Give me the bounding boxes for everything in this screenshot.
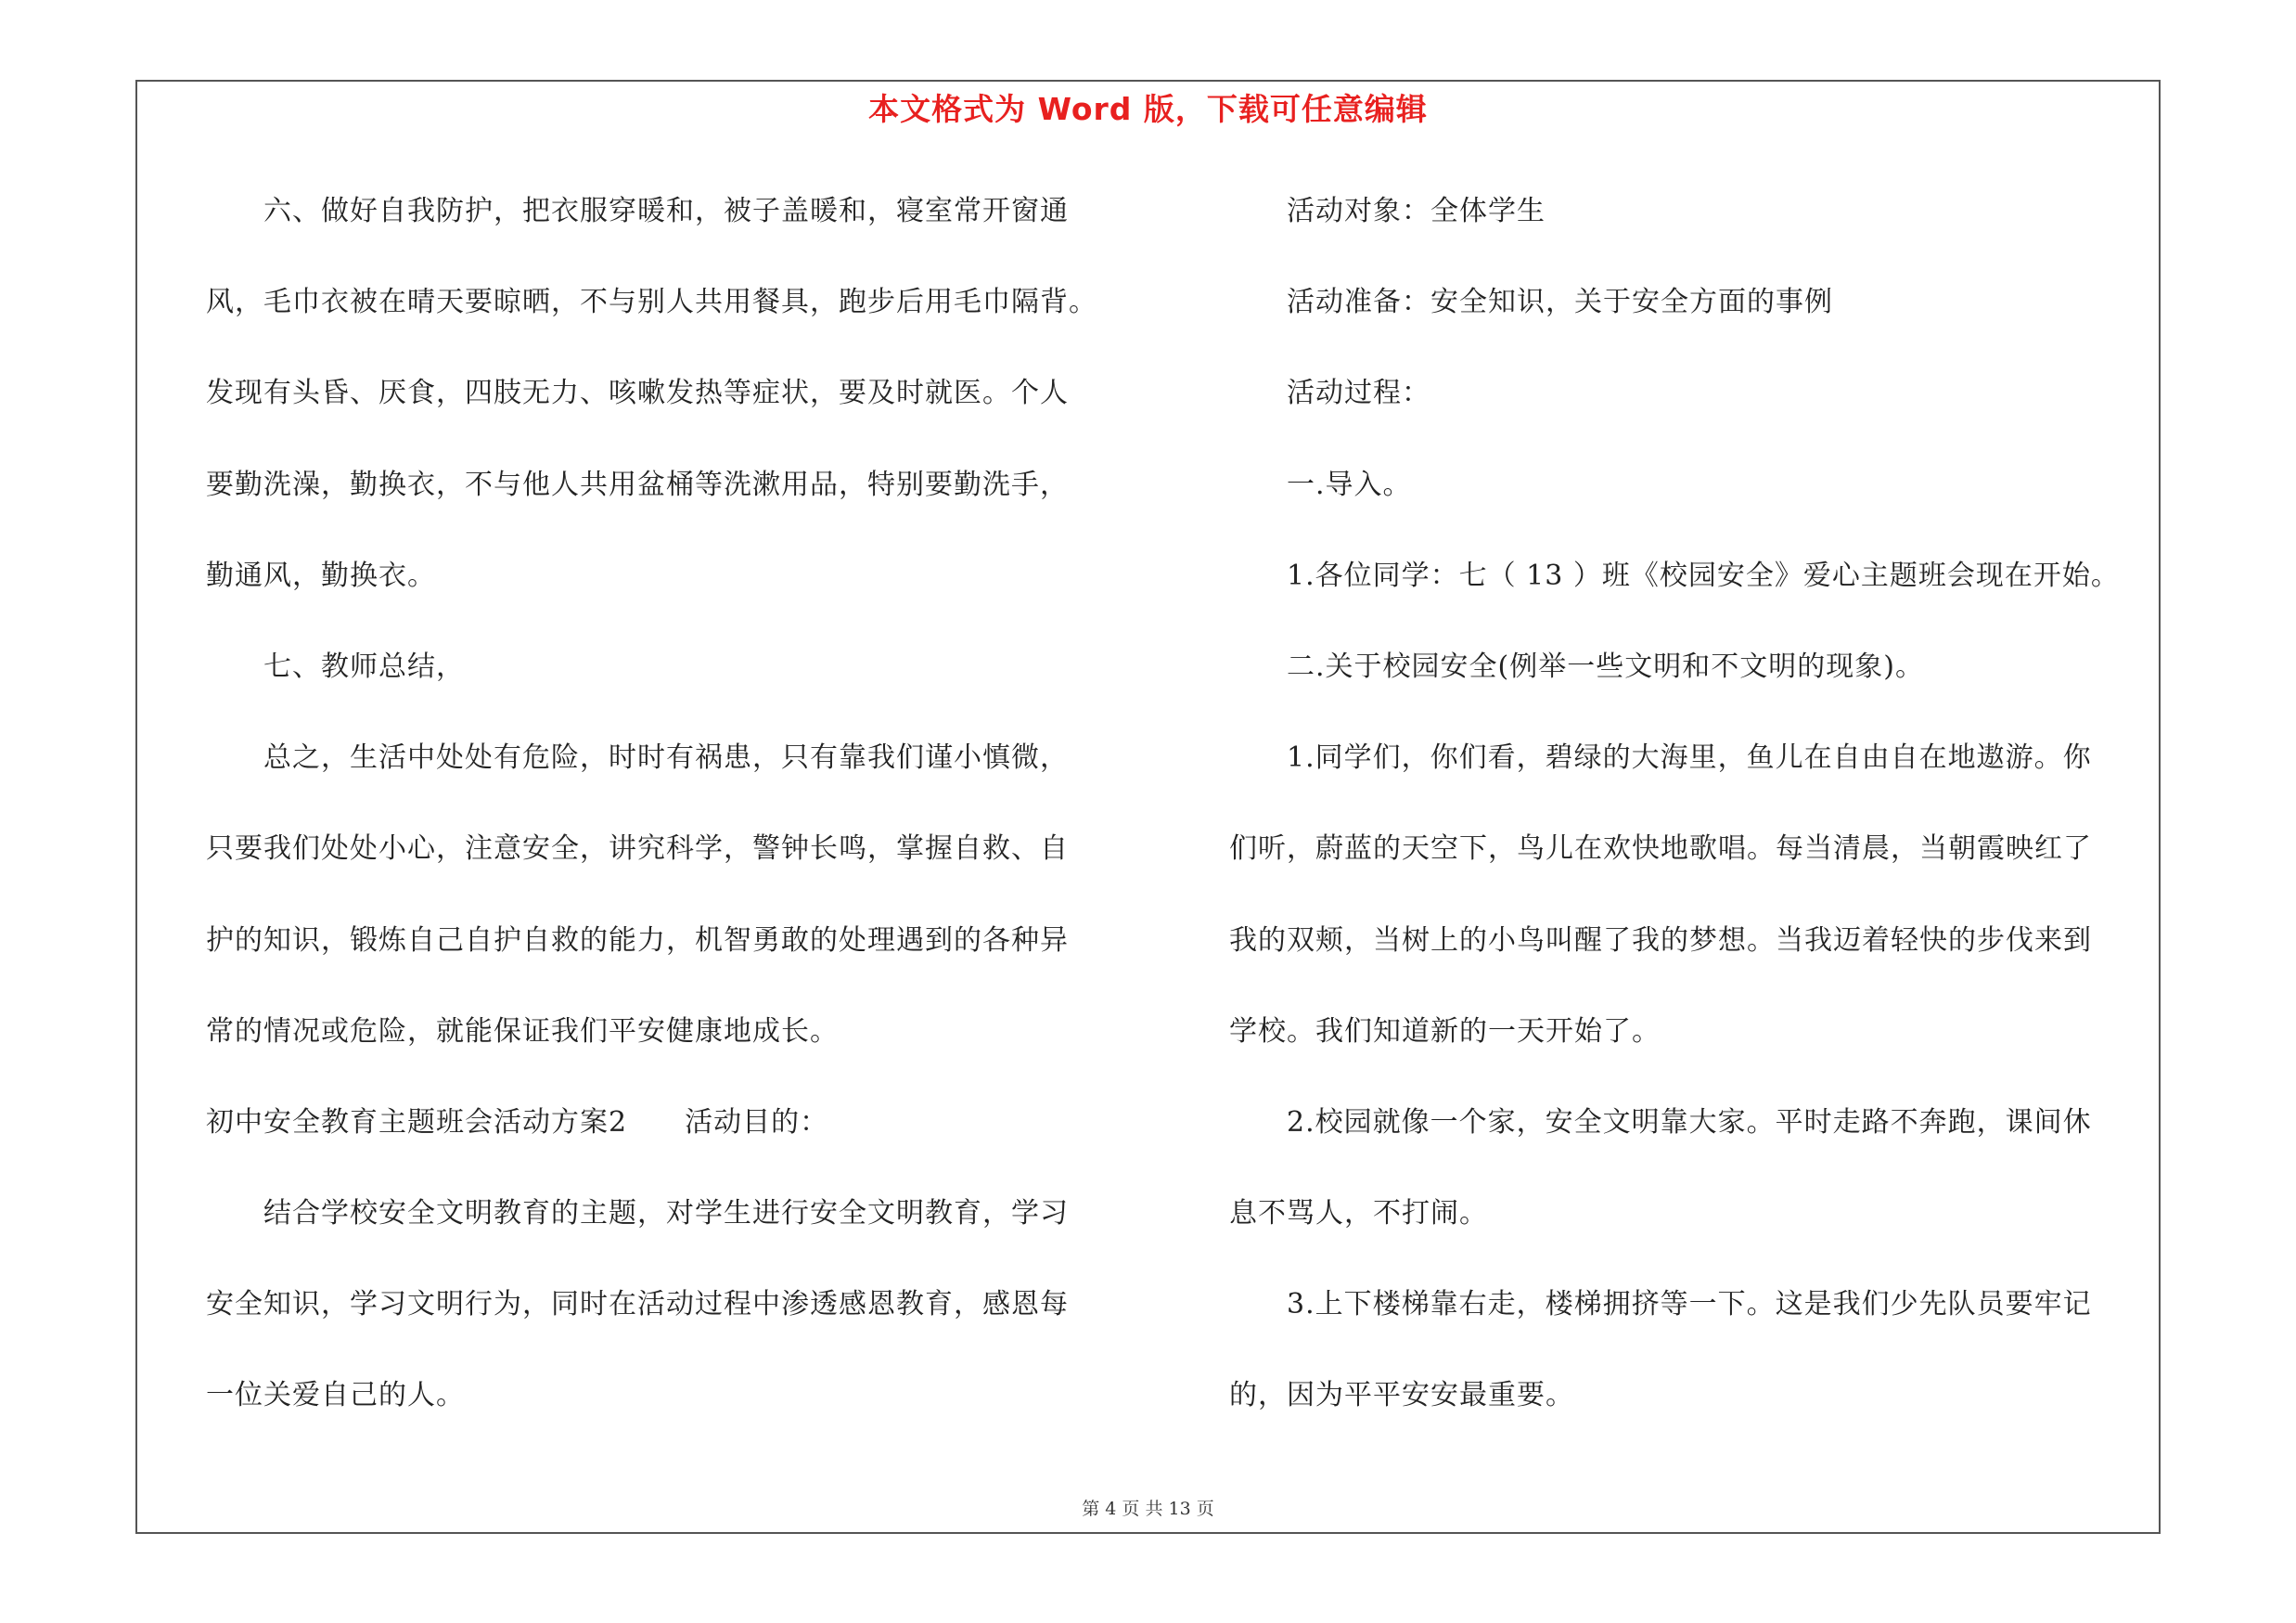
text-line: 一位关爱自己的人。 [206, 1379, 465, 1412]
text-line: 风，毛巾衣被在晴天要晾晒，不与别人共用餐具，跑步后用毛巾隔背。 [206, 286, 1097, 319]
text-line: 要勤洗澡，勤换衣，不与他人共用盆桶等洗漱用品，特别要勤洗手， [206, 468, 1069, 501]
text-line: 七、教师总结， [206, 650, 465, 683]
text-line: 2.校园就像一个家，安全文明靠大家。平时走路不奔跑，课间休 [1229, 1105, 2092, 1139]
text-line: 我的双颊，当树上的小鸟叫醒了我的梦想。当我迈着轻快的步伐来到 [1229, 923, 2092, 957]
section-heading: 初中安全教育主题班会活动方案2 活动目的： [206, 1105, 829, 1139]
text-line: 安全知识，学习文明行为，同时在活动过程中渗透感恩教育，感恩每 [206, 1288, 1069, 1321]
text-line: 只要我们处处小心，注意安全，讲究科学，警钟长鸣，掌握自救、自 [206, 832, 1069, 866]
text-line: 的，因为平平安安最重要。 [1229, 1379, 1574, 1412]
text-line: 1.同学们，你们看，碧绿的大海里，鱼儿在自由自在地遨游。你 [1229, 741, 2092, 775]
text-line: 3.上下楼梯靠右走，楼梯拥挤等一下。这是我们少先队员要牢记 [1229, 1288, 2092, 1321]
text-line: 活动准备：安全知识，关于安全方面的事例 [1229, 286, 1833, 319]
text-line: 活动对象：全体学生 [1229, 195, 1546, 227]
text-line: 一.导入。 [1229, 468, 1412, 501]
text-line: 六、做好自我防护，把衣服穿暖和，被子盖暖和，寝室常开窗通 [206, 195, 1069, 227]
text-line: 二.关于校园安全(例举一些文明和不文明的现象)。 [1229, 650, 1924, 683]
text-line: 护的知识，锻炼自己自护自救的能力，机智勇敢的处理遇到的各种异 [206, 923, 1069, 957]
text-line: 1.各位同学：七（ 13 ）班《校园安全》爱心主题班会现在开始。 [1229, 559, 2120, 592]
page-number: 第 4 页 共 13 页 [1082, 1499, 1214, 1519]
text-line: 息不骂人，不打闹。 [1229, 1197, 1488, 1230]
text-line: 学校。我们知道新的一天开始了。 [1229, 1014, 1661, 1048]
format-banner: 本文格式为 Word 版，下载可任意编辑 [868, 91, 1428, 127]
text-line: 常的情况或危险，就能保证我们平安健康地成长。 [206, 1014, 839, 1048]
text-line: 们听，蔚蓝的天空下，鸟儿在欢快地歌唱。每当清晨，当朝霞映红了 [1229, 832, 2092, 866]
text-line: 发现有头昏、厌食，四肢无力、咳嗽发热等症状，要及时就医。个人 [206, 377, 1069, 410]
text-line: 勤通风，勤换衣。 [206, 559, 436, 592]
text-line: 结合学校安全文明教育的主题，对学生进行安全文明教育，学习 [206, 1197, 1069, 1230]
text-line: 总之，生活中处处有危险，时时有祸患，只有靠我们谨小慎微， [206, 741, 1069, 775]
right-column [1229, 181, 2166, 1457]
text-line: 活动过程： [1229, 377, 1430, 410]
left-column [206, 181, 1143, 1457]
